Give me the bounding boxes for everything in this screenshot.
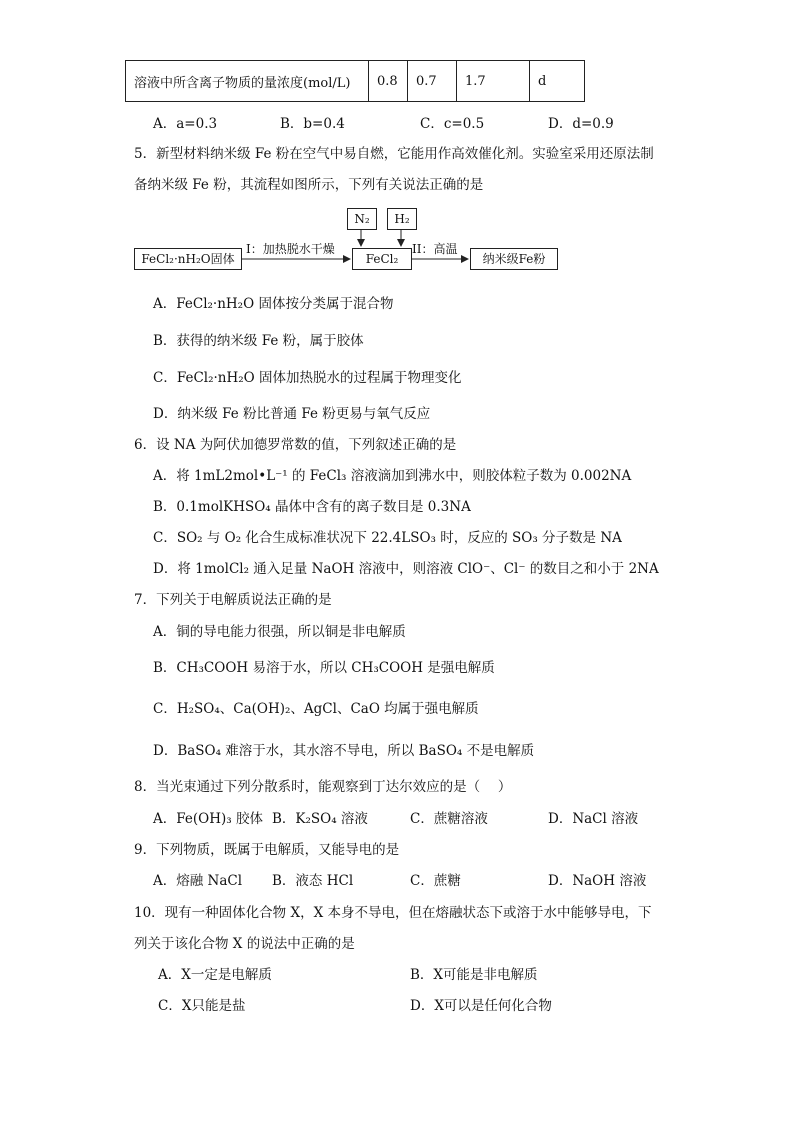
q6-option-d[interactable]: D．将 1molCl₂ 通入足量 NaOH 溶液中，则溶液 ClO⁻、Cl⁻ 的数目之和小于 2NA [153,561,659,577]
q9-option-c[interactable]: C．蔗糖 [410,873,461,889]
q10-stem-line2: 列关于该化合物 X 的说法中正确的是 [134,936,355,952]
flow-arrows [0,0,794,300]
q8-option-a[interactable]: A．Fe(OH)₃ 胶体 [153,811,263,827]
q8-option-d[interactable]: D．NaCl 溶液 [548,811,639,827]
q9-stem: 9．下列物质，既属于电解质，又能导电的是 [134,842,400,858]
flow-gas-n2: N₂ [347,208,377,230]
q8-option-c[interactable]: C．蔗糖溶液 [410,811,488,827]
table-label-cell: 溶液中所含离子物质的量浓度(mol/L) [126,61,369,102]
q8-stem: 8．当光束通过下列分散系时，能观察到丁达尔效应的是（ ） [134,779,512,795]
flow-step1-label: I：加热脱水干燥 [246,242,335,256]
flow-gas-h2: H₂ [387,208,417,230]
flow-mid-box: FeCl₂ [352,248,412,270]
q4-option-d[interactable]: D．d=0.9 [548,116,614,132]
q6-option-a[interactable]: A．将 1mL2mol•L⁻¹ 的 FeCl₃ 溶液滴加到沸水中，则胶体粒子数为 0.002NA [153,468,632,484]
q10-option-b[interactable]: B．X可能是非电解质 [410,967,538,983]
q7-option-b[interactable]: B．CH₃COOH 易溶于水，所以 CH₃COOH 是强电解质 [153,660,495,676]
q7-option-c[interactable]: C．H₂SO₄、Ca(OH)₂、AgCl、CaO 均属于强电解质 [153,701,479,717]
q5-stem-line1: 5．新型材料纳米级 Fe 粉在空气中易自燃，它能用作高效催化剂。实验室采用还原法制 [134,146,654,162]
q6-stem: 6．设 NA 为阿伏加德罗常数的值，下列叙述正确的是 [134,437,457,453]
q5-option-a[interactable]: A．FeCl₂·nH₂O 固体按分类属于混合物 [153,296,394,312]
q6-option-b[interactable]: B．0.1molKHSO₄ 晶体中含有的离子数目是 0.3NA [153,499,471,515]
q5-stem-line2: 备纳米级 Fe 粉，其流程如图所示，下列有关说法正确的是 [134,177,484,193]
table-cell: 1.7 [457,61,530,102]
q9-option-a[interactable]: A．熔融 NaCl [153,873,243,889]
q10-option-c[interactable]: C．X只能是盐 [158,998,246,1014]
q5-option-d[interactable]: D．纳米级 Fe 粉比普通 Fe 粉更易与氧气反应 [153,406,431,422]
flow-step2-label: II：高温 [412,242,458,256]
q9-option-d[interactable]: D．NaOH 溶液 [548,873,647,889]
table-cell: 0.7 [408,61,457,102]
q5-option-b[interactable]: B．获得的纳米级 Fe 粉，属于胶体 [153,333,364,349]
q10-option-d[interactable]: D．X可以是任何化合物 [410,998,552,1014]
q10-stem-line1: 10．现有一种固体化合物 X，X 本身不导电，但在熔融状态下或溶于水中能够导电，下 [134,905,652,921]
q7-option-a[interactable]: A．铜的导电能力很强，所以铜是非电解质 [153,624,406,640]
table-cell: d [530,61,585,102]
q7-stem: 7．下列关于电解质说法正确的是 [134,592,332,608]
q4-option-b[interactable]: B．b=0.4 [280,116,345,132]
flow-start-box: FeCl₂·nH₂O固体 [134,248,242,270]
table-cell: 0.8 [369,61,408,102]
q4-option-c[interactable]: C．c=0.5 [420,116,485,132]
q5-option-c[interactable]: C．FeCl₂·nH₂O 固体加热脱水的过程属于物理变化 [153,370,462,386]
q9-option-b[interactable]: B．液态 HCl [272,873,354,889]
q6-option-c[interactable]: C．SO₂ 与 O₂ 化合生成标准状况下 22.4LSO₃ 时，反应的 SO₃ 分子数是 NA [153,530,622,546]
q7-option-d[interactable]: D．BaSO₄ 难溶于水，其水溶不导电，所以 BaSO₄ 不是电解质 [153,743,535,759]
q4-option-a[interactable]: A．a=0.3 [153,116,218,132]
q10-option-a[interactable]: A．X一定是电解质 [158,967,272,983]
q8-option-b[interactable]: B．K₂SO₄ 溶液 [272,811,368,827]
flow-end-box: 纳米级Fe粉 [470,248,558,270]
